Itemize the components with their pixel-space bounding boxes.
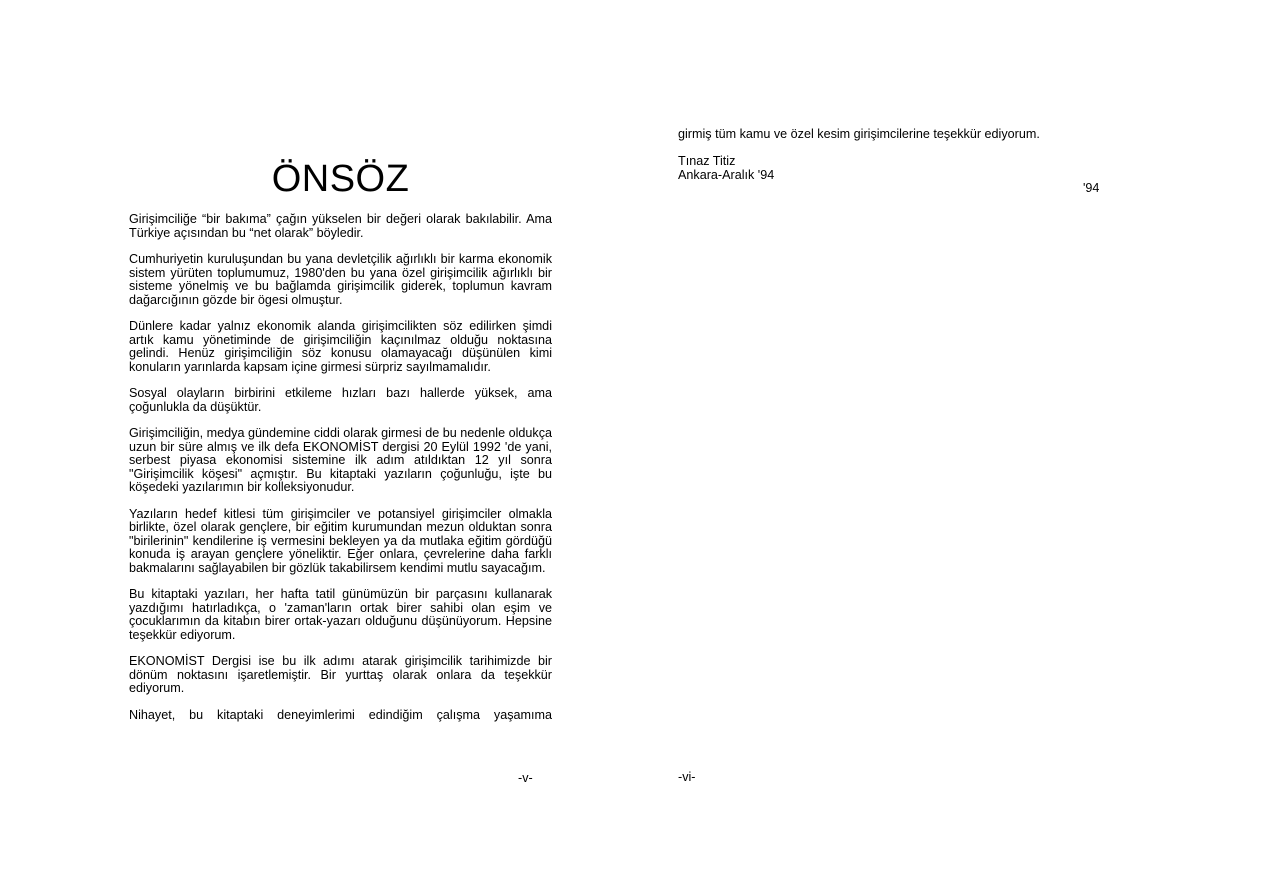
page-number-right: -vi- xyxy=(678,770,696,784)
paragraph-3: Dünlere kadar yalnız ekonomik alanda girişimcilikten söz edilirken şimdi artık kamu yönetiminde de girişimciliğin kaçınılmaz olduğu noktasına gelindi. Henüz girişimciliğin söz konusu olamayacağı düşünülen kimi konuların yarınlarda kapsam içine girmesi sürpriz sayılmamalıdır. xyxy=(129,319,552,374)
left-page xyxy=(129,0,552,893)
continuation-text: girmiş tüm kamu ve özel kesim girişimcilerine teşekkür ediyorum. xyxy=(678,127,1040,141)
paragraph-9: Nihayet, bu kitaptaki deneyimlerimi edindiğim çalışma yaşamıma xyxy=(129,707,552,722)
place-date: Ankara-Aralık '94 xyxy=(678,168,775,182)
paragraph-7: Bu kitaptaki yazıları, her hafta tatil günümüzün bir parçasını kullanarak yazdığımı hatırladıkça, o 'zaman'ların ortak birer sahibi olan eşim ve çocuklarımın da kitabın birer ortak-yazarı olduğunu düşünüyorum. Hepsine teşekkür ediyorum. xyxy=(129,587,552,642)
preface-body xyxy=(129,213,552,722)
author-name: Tınaz Titiz xyxy=(678,154,736,168)
paragraph-1: Girişimciliğe “bir bakıma” çağın yükselen bir değeri olarak bakılabilir. Ama Türkiye açısından bu “net olarak” böyledir. xyxy=(129,212,552,240)
year-mark: '94 xyxy=(1083,181,1100,195)
continuation-body xyxy=(678,127,1102,182)
page-title: ÖNSÖZ xyxy=(271,158,410,200)
paragraph-8: EKONOMİST Dergisi ise bu ilk adımı atarak girişimcilik tarihimizde bir dönüm noktasını işaretlemiştir. Bir yurttaş olarak onlara da teşekkür ediyorum. xyxy=(129,654,552,695)
paragraph-5: Girişimciliğin, medya gündemine ciddi olarak girmesi de bu nedenle oldukça uzun bir süre almış ve ilk defa EKONOMİST dergisi 20 Eylül 1992 'de yani, serbest piyasa ekonomisi sistemine ilk adım atıldıktan 12 yıl sonra "Girişimcilik köşesi" açmıştır. Bu kitaptaki yazıların çoğunluğu, işte bu köşedeki yazılarımın bir kolleksiyonudur. xyxy=(129,426,552,494)
paragraph-2: Cumhuriyetin kuruluşundan bu yana devletçilik ağırlıklı bir karma ekonomik sistem yürüten toplumumuz, 1980'den bu yana özel girişimcilik ağırlıklı bir sisteme yönelmiş ve bu bağlamda girişimcilik giderek, toplumun kavram dağarcığının gözde bir ögesi olmuştur. xyxy=(129,252,552,307)
paragraph-4: Sosyal olayların birbirini etkileme hızları bazı hallerde yüksek, ama çoğunlukla da düşüktür. xyxy=(129,386,552,414)
right-page xyxy=(678,0,1102,893)
paragraph-6: Yazıların hedef kitlesi tüm girişimciler ve potansiyel girişimciler olmakla birlikte, özel olarak gençlere, bir eğitim kurumundan mezun olduktan sonra "birilerinin" kendilerine iş vermesini bekleyen ya da mutlaka eğitim gördüğü konuda iş arayan gençlere yöneliktir. Eğer onlara, çevrelerine daha farklı bakmalarını sağlayabilen bir gözlük takabilirsem kendimi mutlu sayacağım. xyxy=(129,506,552,575)
page-number-left: -v- xyxy=(518,771,533,785)
